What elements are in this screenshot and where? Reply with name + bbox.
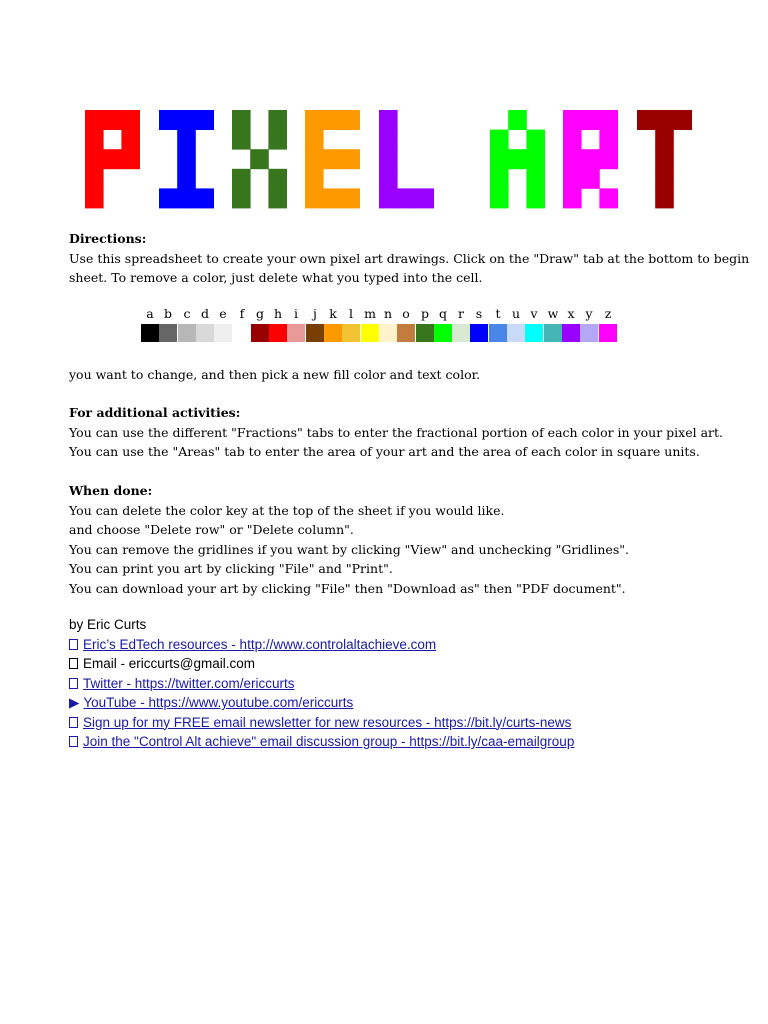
title-pixel [379, 188, 398, 208]
title-pixel [305, 149, 324, 169]
title-letter-x [232, 110, 287, 208]
title-pixel [268, 130, 287, 150]
credit-link-2[interactable] [69, 674, 729, 694]
color-key-swatch [434, 324, 452, 342]
color-key-swatch [159, 324, 177, 342]
additional-activities-section [69, 403, 729, 462]
title-pixel [305, 130, 324, 150]
title-pixel [341, 188, 360, 208]
credit-link-5[interactable] [69, 732, 729, 752]
title-letter-r [563, 110, 618, 208]
color-key-swatch [562, 324, 580, 342]
color-key-letter: r [458, 306, 464, 321]
title-pixel [526, 130, 545, 150]
additional-line: You can use the "Areas" tab to enter the area of your art and the area of each color in square units. [69, 444, 700, 459]
title-pixel [195, 110, 214, 130]
title-pixel [177, 130, 196, 150]
title-pixel [85, 110, 104, 130]
title-pixel [341, 110, 360, 130]
title-pixel [268, 110, 287, 130]
color-key-swatch [342, 324, 360, 342]
title-pixel [508, 110, 527, 130]
color-key-letter: g [255, 306, 264, 321]
color-key-swatch [287, 324, 305, 342]
color-key-letter: j [313, 306, 317, 321]
color-key-swatch [470, 324, 488, 342]
title-pixel [397, 188, 416, 208]
color-key-swatch [214, 324, 232, 342]
color-key-letter: u [511, 306, 521, 321]
title-pixel [581, 149, 600, 169]
credit-link-3[interactable] [69, 693, 729, 713]
title-pixel [490, 149, 509, 169]
color-key-swatch [416, 324, 434, 342]
color-key-swatch [306, 324, 324, 342]
title-pixel [232, 169, 251, 189]
title-pixel [177, 149, 196, 169]
color-key-letter: p [420, 306, 429, 321]
color-key-swatch [544, 324, 562, 342]
title-pixel [526, 188, 545, 208]
title-letter-a [490, 110, 545, 208]
color-key-letter: z [604, 306, 612, 321]
box-icon [69, 736, 78, 747]
title-pixel [490, 130, 509, 150]
title-pixel [379, 149, 398, 169]
title-pixel [563, 169, 582, 189]
additional-line: You can use the different "Fractions" tabs to enter the fractional portion of each color in your pixel art. [69, 424, 724, 440]
title-pixel [673, 110, 692, 130]
color-key-letter: b [163, 306, 172, 321]
title-pixel [655, 110, 674, 130]
title-letter-t [637, 110, 692, 208]
title-pixel [103, 110, 122, 130]
color-key-swatch [599, 324, 617, 342]
title-pixel [177, 110, 196, 130]
title-pixel [305, 169, 324, 189]
color-key-swatch [489, 324, 507, 342]
color-key-swatch [233, 324, 251, 342]
color-key-letter: m [364, 306, 376, 321]
title-pixel [195, 188, 214, 208]
title-pixel [637, 110, 656, 130]
color-key-swatch [269, 324, 287, 342]
color-key-swatch [397, 324, 415, 342]
title-pixel [379, 169, 398, 189]
color-key-letter: i [294, 306, 298, 321]
title-pixel [599, 188, 618, 208]
title-pixel [508, 149, 527, 169]
author-credit: by Eric Curts [69, 617, 147, 632]
box-icon [69, 639, 78, 650]
credit-link-4[interactable] [69, 713, 729, 733]
directions-line: you want to change, and then pick a new fill color and text color. [69, 367, 481, 382]
color-key-letter: t [495, 306, 501, 321]
credits-section [69, 615, 729, 752]
when-done-line: You can remove the gridlines if you want by clicking "View" and unchecking "Gridlines". [69, 541, 629, 557]
color-key-swatch [178, 324, 196, 342]
play-icon: ▶ [69, 695, 80, 710]
when-done-section [69, 481, 729, 598]
color-key-letter: x [567, 306, 575, 321]
color-key-swatch [580, 324, 598, 342]
title-pixel [177, 169, 196, 189]
color-key-letter: q [438, 306, 447, 321]
title-pixel [563, 149, 582, 169]
title-letter-l [379, 110, 434, 208]
title-pixel [581, 169, 600, 189]
color-key-letter: k [329, 306, 337, 321]
color-key-swatch [141, 324, 159, 342]
color-key-swatch [507, 324, 525, 342]
directions-heading: Directions: [69, 231, 147, 246]
title-pixel [159, 188, 178, 208]
credit-link-0[interactable] [69, 635, 729, 655]
title-letter-e [305, 110, 360, 208]
pixel-art-title [0, 0, 768, 220]
color-key-swatch [452, 324, 470, 342]
title-pixel [85, 130, 104, 150]
box-icon [69, 658, 78, 669]
title-pixel [121, 130, 140, 150]
color-key-letter: v [530, 306, 538, 321]
title-pixel [323, 110, 342, 130]
credit-link-1 [69, 654, 729, 674]
color-key-swatch [525, 324, 543, 342]
title-pixel [305, 110, 324, 130]
title-pixel [599, 110, 618, 130]
title-pixel [655, 188, 674, 208]
color-key-swatch [196, 324, 214, 342]
title-pixel [655, 169, 674, 189]
title-pixel [232, 130, 251, 150]
title-pixel [415, 188, 434, 208]
color-key-letter: s [475, 306, 483, 321]
color-key-letter: y [585, 306, 593, 321]
additional-heading: For additional activities: [69, 405, 241, 420]
credit-link-text: Join the "Control Alt achieve" email discussion group - https://bit.ly/caa-emailgroup [83, 734, 575, 749]
directions-line: Use this spreadsheet to create your own pixel art drawings. Click on the "Draw" tab at the bottom to begin [69, 250, 750, 266]
color-key-letter: e [219, 306, 227, 321]
title-pixel [232, 188, 251, 208]
box-icon [69, 717, 78, 728]
title-pixel [177, 188, 196, 208]
title-pixel [85, 149, 104, 169]
box-icon [69, 678, 78, 689]
when-done-line: You can delete the color key at the top of the sheet if you would like. [69, 502, 505, 518]
color-key-letter: d [200, 306, 209, 321]
title-letter-i [159, 110, 214, 208]
title-pixel [563, 130, 582, 150]
title-pixel [232, 110, 251, 130]
credit-links [69, 635, 729, 752]
title-pixel [563, 188, 582, 208]
title-pixel [103, 149, 122, 169]
color-key-letter: w [547, 306, 559, 321]
credit-link-text: Sign up for my FREE email newsletter for new resources - https://bit.ly/curts-news [83, 714, 572, 730]
title-pixel [563, 110, 582, 130]
title-pixel [526, 149, 545, 169]
title-pixel [490, 188, 509, 208]
color-key-letter: a [146, 306, 154, 321]
title-pixel [121, 110, 140, 130]
title-pixel [323, 149, 342, 169]
title-pixel [599, 149, 618, 169]
color-key-swatch [379, 324, 397, 342]
title-pixel [159, 110, 178, 130]
directions-line: sheet. To remove a color, just delete what you typed into the cell. [69, 270, 483, 285]
title-pixel [268, 169, 287, 189]
when-done-line: and choose "Delete row" or "Delete column". [69, 522, 354, 537]
title-pixel [323, 188, 342, 208]
title-pixel [490, 169, 509, 189]
title-letter-p [85, 110, 140, 208]
title-pixel [379, 130, 398, 150]
color-key-letter: h [273, 306, 283, 321]
when-done-line: You can print you art by clicking "File" and "Print". [69, 561, 393, 576]
credit-link-text: Eric’s EdTech resources - http://www.controlaltachieve.com [83, 636, 437, 652]
directions-section [69, 229, 750, 288]
color-key-letter: l [349, 306, 353, 321]
color-key-letter: c [183, 306, 191, 321]
when-done-heading: When done: [69, 483, 153, 498]
title-pixel [85, 188, 104, 208]
title-pixel [85, 169, 104, 189]
when-done-line: You can download your art by clicking "File" then "Download as" then "PDF document". [69, 580, 626, 596]
directions-continued [69, 365, 729, 385]
color-key-swatch [324, 324, 342, 342]
color-key-letter: o [402, 306, 410, 321]
title-pixel [655, 149, 674, 169]
color-key-swatch [251, 324, 269, 342]
title-pixel [268, 188, 287, 208]
title-pixel [581, 110, 600, 130]
title-pixel [121, 149, 140, 169]
title-pixel [599, 130, 618, 150]
title-pixel [655, 130, 674, 150]
title-pixel [305, 188, 324, 208]
credit-link-text: Twitter - https://twitter.com/ericcurts [83, 675, 295, 691]
color-key-letter: n [383, 306, 393, 321]
credit-link-text: Email - ericcurts@gmail.com [83, 656, 255, 671]
title-pixel [341, 149, 360, 169]
color-key-swatch [361, 324, 379, 342]
credit-link-text: YouTube - https://www.youtube.com/ericcurts [83, 695, 354, 710]
title-pixel [250, 149, 269, 169]
title-pixel [526, 169, 545, 189]
title-pixel [379, 110, 398, 130]
color-key-letter: f [239, 306, 245, 321]
